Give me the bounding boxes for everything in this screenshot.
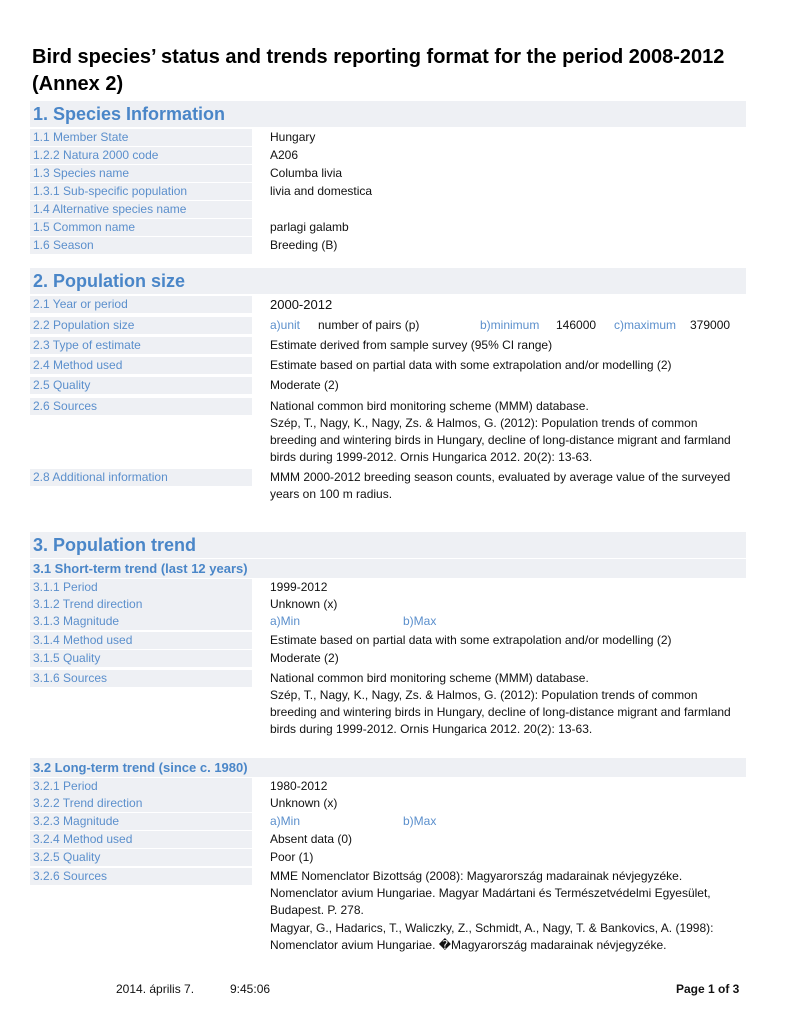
label-short-period: 3.1.1 Period [30, 579, 252, 596]
value-method-used: Estimate based on partial data with some extrapolation and/or modelling (2) [270, 358, 672, 372]
value-additional-information: MMM 2000-2012 breeding season counts, evaluated by average value of the surveyed years on 100 m radius. [270, 470, 731, 501]
label-member-state: 1.1 Member State [30, 129, 252, 146]
long-magnitude-min-key: a)Min [270, 814, 301, 828]
subsection-header-long-term-trend: 3.2 Long-term trend (since c. 1980) [30, 758, 746, 777]
label-short-quality: 3.1.5 Quality [30, 650, 252, 667]
label-long-trend-direction: 3.2.2 Trend direction [30, 795, 252, 812]
population-unit-value: number of pairs (p) [318, 318, 420, 332]
value-sources-citation: Szép, T., Nagy, K., Nagy, Zs. & Halmos, G. (2012): Population trends of common breeding and wintering birds in Hungary, decline of long-distance migrant and farmland birds during 1999-2012. Ornis Hungarica 2012. 20(2): 13-63. [270, 416, 731, 464]
value-type-of-estimate: Estimate derived from sample survey (95% CI range) [270, 338, 553, 352]
value-short-period: 1999-2012 [270, 580, 328, 594]
section-header-species-information: 1. Species Information [30, 101, 746, 127]
label-short-sources: 3.1.6 Sources [30, 670, 252, 687]
label-natura-code: 1.2.2 Natura 2000 code [30, 147, 252, 164]
label-quality: 2.5 Quality [30, 377, 252, 394]
value-season: Breeding (B) [270, 238, 338, 252]
page-title: Bird species’ status and trends reporting format for the period 2008-2012 (Annex 2) [32, 46, 725, 95]
value-short-quality: Moderate (2) [270, 651, 339, 665]
value-sources-database: National common bird monitoring scheme (MMM) database. [270, 399, 589, 413]
value-short-trend-direction: Unknown (x) [270, 597, 338, 611]
label-long-method-used: 3.2.4 Method used [30, 831, 252, 848]
population-min-value: 146000 [556, 318, 597, 332]
label-sub-specific-population: 1.3.1 Sub-specific population [30, 183, 252, 200]
section-header-population-trend: 3. Population trend [30, 532, 746, 558]
label-type-of-estimate: 2.3 Type of estimate [30, 337, 252, 354]
value-short-method-used: Estimate based on partial data with some extrapolation and/or modelling (2) [270, 633, 672, 647]
label-short-method-used: 3.1.4 Method used [30, 632, 252, 649]
label-long-quality: 3.2.5 Quality [30, 849, 252, 866]
value-year-period: 2000-2012 [270, 297, 333, 312]
label-additional-information: 2.8 Additional information [30, 469, 252, 486]
value-long-quality: Poor (1) [270, 850, 314, 864]
population-max-key: c)maximum [614, 318, 676, 332]
value-species-name: Columba livia [270, 166, 343, 180]
footer-date: 2014. április 7. [116, 982, 195, 996]
label-long-period: 3.2.1 Period [30, 778, 252, 795]
label-year-period: 2.1 Year or period [30, 296, 252, 313]
value-long-sources-nomenclator: MME Nomenclator Bizottság (2008): Magyarország madarainak névjegyzéke. Nomenclator avium Hungariae. Magyar Madártani és Természetvédelmi Egyesület, Budapest. P. 278. [270, 869, 711, 917]
label-population-size: 2.2 Population size [30, 317, 252, 334]
value-long-period: 1980-2012 [270, 779, 328, 793]
value-long-trend-direction: Unknown (x) [270, 796, 338, 810]
short-magnitude-min-key: a)Min [270, 614, 301, 628]
label-long-sources: 3.2.6 Sources [30, 868, 252, 885]
label-short-trend-direction: 3.1.2 Trend direction [30, 596, 252, 613]
value-long-method-used: Absent data (0) [270, 832, 353, 846]
label-short-magnitude: 3.1.3 Magnitude [30, 613, 252, 630]
value-short-sources-citation: Szép, T., Nagy, K., Nagy, Zs. & Halmos, G. (2012): Population trends of common breeding and wintering birds in Hungary, decline of long-distance migrant and farmland birds during 1999-2012. Ornis Hungarica 2012. 20(2): 13-63. [270, 688, 731, 736]
label-season: 1.6 Season [30, 237, 252, 254]
value-quality: Moderate (2) [270, 378, 339, 392]
label-long-magnitude: 3.2.3 Magnitude [30, 813, 252, 830]
value-long-sources-citation: Magyar, G., Hadarics, T., Waliczky, Z., Schmidt, A., Nagy, T. & Bankovics, A. (1998): Nomenclator avium Hungariae. �Magyarország madarainak névjegyzéke. [270, 921, 714, 952]
subsection-header-short-term-trend: 3.1 Short-term trend (last 12 years) [30, 559, 746, 578]
footer-time: 9:45:06 [230, 982, 271, 996]
value-common-name: parlagi galamb [270, 220, 349, 234]
value-short-sources-database: National common bird monitoring scheme (MMM) database. [270, 671, 589, 685]
long-magnitude-max-key: b)Max [403, 814, 437, 828]
population-min-key: b)minimum [480, 318, 540, 332]
label-method-used: 2.4 Method used [30, 357, 252, 374]
label-common-name: 1.5 Common name [30, 219, 252, 236]
population-max-value: 379000 [690, 318, 731, 332]
section-header-population-size: 2. Population size [30, 268, 746, 294]
footer-page-number: Page 1 of 3 [676, 982, 740, 996]
value-sub-specific-population: livia and domestica [270, 184, 373, 198]
value-natura-code: A206 [270, 148, 299, 162]
label-species-name: 1.3 Species name [30, 165, 252, 182]
label-sources: 2.6 Sources [30, 398, 252, 415]
label-alternative-species-name: 1.4 Alternative species name [30, 201, 252, 218]
value-member-state: Hungary [270, 130, 316, 144]
population-unit-key: a)unit [270, 318, 301, 332]
short-magnitude-max-key: b)Max [403, 614, 437, 628]
